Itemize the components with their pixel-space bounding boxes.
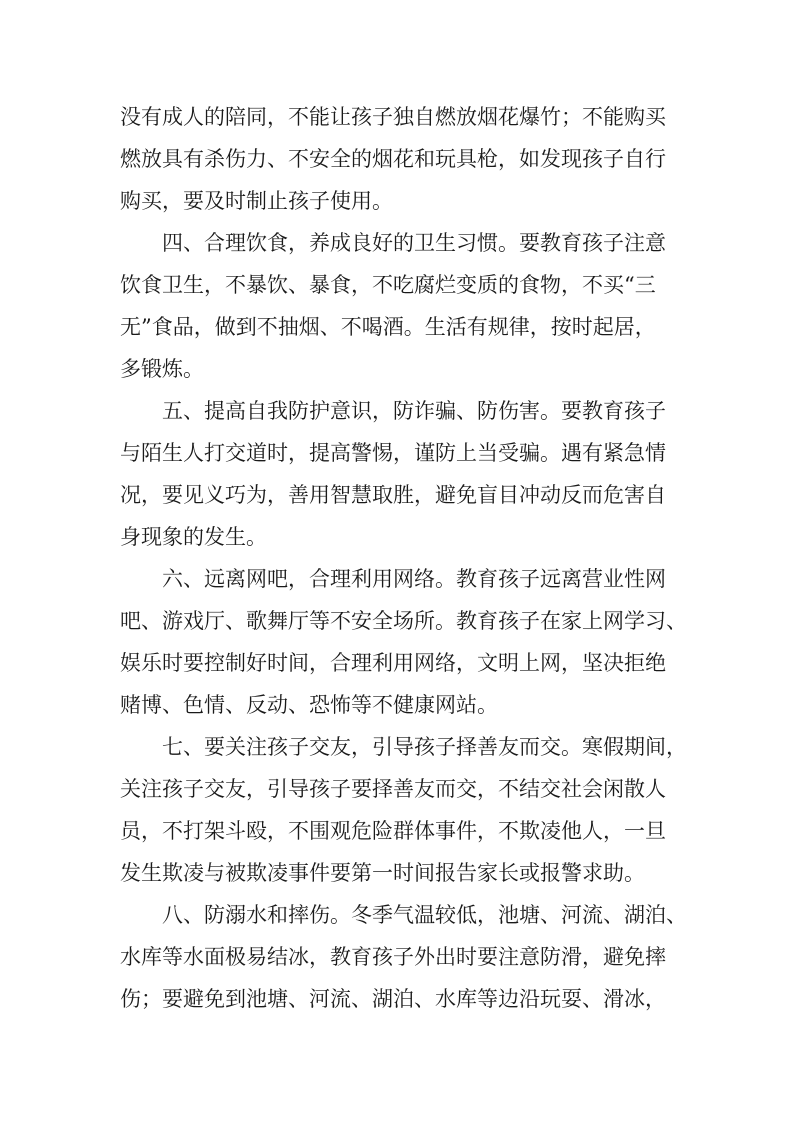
text-line: 没有成人的陪同，不能让孩子独自燃放烟花爆竹；不能购买 <box>120 105 666 129</box>
paragraph-first-line: 四、合理饮食，养成良好的卫生习惯。要教育孩子注意 <box>162 231 666 255</box>
text-line: 身现象的发生。 <box>120 525 267 549</box>
text-line: 燃放具有杀伤力、不安全的烟花和玩具枪，如发现孩子自行 <box>120 147 666 171</box>
text-line: 赌博、色情、反动、恐怖等不健康网站。 <box>120 693 498 717</box>
paragraph-first-line: 八、防溺水和摔伤。冬季气温较低，池塘、河流、湖泊、 <box>162 903 687 927</box>
text-line: 购买，要及时制止孩子使用。 <box>120 189 393 213</box>
paragraph-first-line: 六、远离网吧，合理利用网络。教育孩子远离营业性网 <box>162 567 666 591</box>
text-line: 与陌生人打交道时，提高警惕，谨防上当受骗。遇有紧急情 <box>120 441 666 465</box>
text-line: 娱乐时要控制好时间，合理利用网络，文明上网，坚决拒绝 <box>120 651 666 675</box>
text-line: 况，要见义巧为，善用智慧取胜，避免盲目冲动反而危害自 <box>120 483 666 507</box>
text-line: 员，不打架斗殴，不围观危险群体事件，不欺凌他人，一旦 <box>120 819 666 843</box>
text-line: 关注孩子交友，引导孩子要择善友而交，不结交社会闲散人 <box>120 777 666 801</box>
text-line: 伤；要避免到池塘、河流、湖泊、水库等边沿玩耍、滑冰， <box>120 987 666 1011</box>
text-line: 无”食品，做到不抽烟、不喝酒。生活有规律，按时起居， <box>120 315 656 339</box>
text-line: 饮食卫生，不暴饮、暴食，不吃腐烂变质的食物，不买“三 <box>120 273 656 297</box>
paragraph-first-line: 七、要关注孩子交友，引导孩子择善友而交。寒假期间， <box>162 735 687 759</box>
text-line: 多锻炼。 <box>120 357 204 381</box>
text-line: 发生欺凌与被欺凌事件要第一时间报告家长或报警求助。 <box>120 861 645 885</box>
paragraph-first-line: 五、提高自我防护意识，防诈骗、防伤害。要教育孩子 <box>162 399 666 423</box>
text-line: 水库等水面极易结冰，教育孩子外出时要注意防滑，避免摔 <box>120 945 666 969</box>
text-line: 吧、游戏厅、歌舞厅等不安全场所。教育孩子在家上网学习、 <box>120 609 687 633</box>
